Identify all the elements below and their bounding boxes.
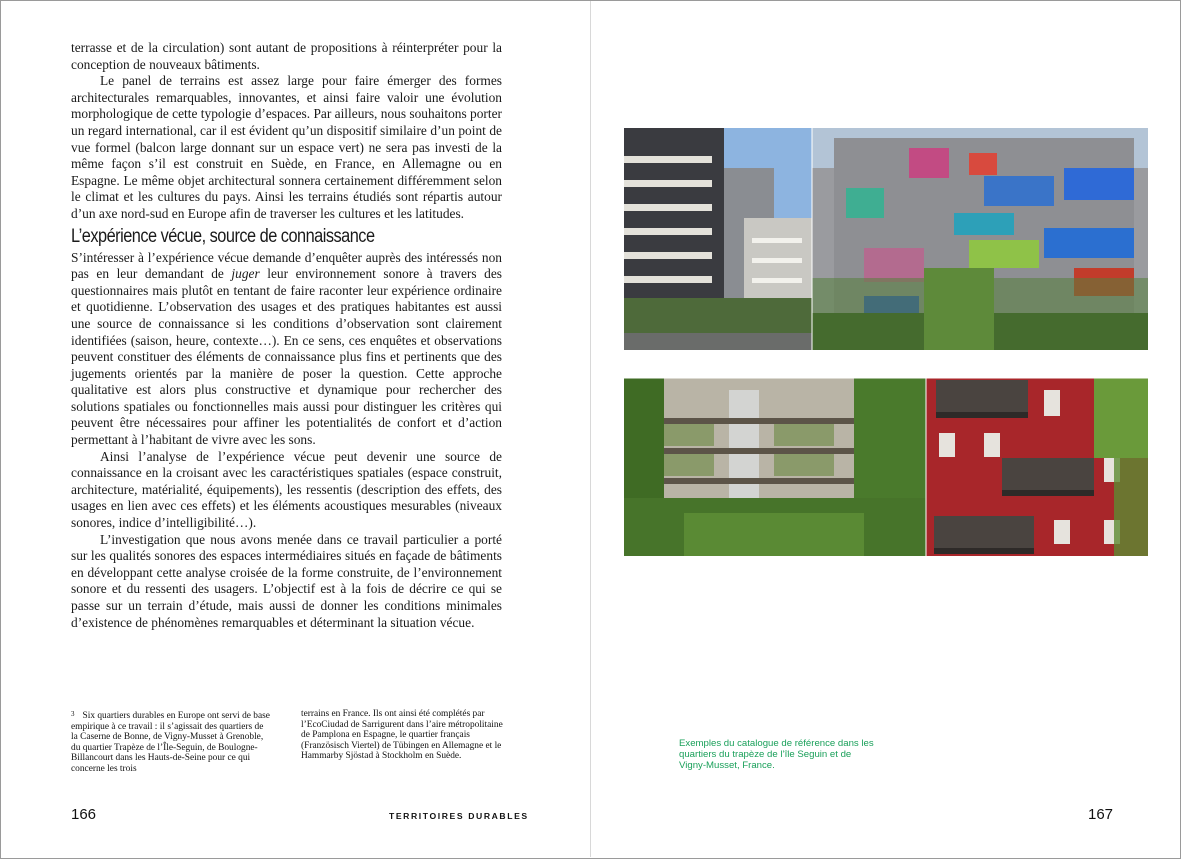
emphasis: juger (231, 266, 260, 282)
spread-gutter (590, 1, 591, 857)
footnote-column-2: terrains en France. Ils ont ainsi été complétés par l’EcoCiudad de Sarrigurent dans l’aire métropolitaine de Pamplona en Espagne, le quartier français (Französisch Viertel) de Tübingen en Allemagne et le Hammarby Sjöstad à Stockholm en Suède. (301, 709, 503, 762)
photo-colored-balconies (812, 128, 1148, 350)
paragraph: L’investigation que nous avons menée dans ce travail particulier a porté sur les qualités sonores des espaces intermédiaires situés en façade de bâtiments en développant cette analyse croisée de la forme construite, de l’environnement sonore et du ressenti des usagers. L’objectif est à la fois de décrire ce qui se passe sur un terrain d’étude, mais aussi de donner les conditions minimales d’existence de phénomènes remarquables et déterminant la situation vécue. (71, 531, 502, 630)
footnote-number: 3 (71, 710, 75, 718)
running-head: TERRITOIRES DURABLES (389, 811, 529, 821)
body-text-column (71, 40, 502, 631)
paragraph: Ainsi l’analyse de l’expérience vécue peut devenir une source de connaissance en la croisant avec les caractéristiques spatiales (espace construit, architecture, matérialité, équipements), les ressentis (description des effets, des usages en lien avec ces effets) et les éléments acoustiques mesurables (niveaux sonores, indice d’intelligibilité…). (71, 448, 502, 531)
photo-balcony-tower (624, 128, 812, 350)
paragraph-text: leur environnement sonore à travers des questionnaires mais plutôt en tentant de faire raconter leur expérience ordinaire et quotidienne. L’observation des usages et des pratiques habitantes est aussi une source de connaissance si les conditions d’observation sont clairement identifiées (saison, heure, contexte…). En ce sens, ces enquêtes et observations peuvent constituer des éléments de connaissance plus fins et pertinents que des jugements orientés par la manière de poser la question. Cette approche qualitative est alors plus constructive et dynamique pour rechercher des solutions spatiales ou fonctionnelles mais aussi pour distinguer les critères qui peuvent être nécessaires pour affiner les potentialités de confort et d’action permettant à l’habitant de vivre avec les sons. (71, 266, 502, 448)
figure-caption: Exemples du catalogue de référence dans les quartiers du trapèze de l’île Seguin et de Vigny-Musset, France. (679, 738, 874, 772)
photo-red-facade (926, 378, 1148, 556)
photo-collage (624, 128, 1148, 556)
section-heading: L’expérience vécue, source de connaissance (71, 225, 375, 247)
paragraph (71, 250, 502, 449)
footnote-column-1 (71, 709, 270, 775)
page-number-left: 166 (71, 806, 97, 823)
footnote-text: Six quartiers durables en Europe ont servi de base empirique à ce travail : il s’agissait des quartiers de la Caserne de Bonne, de Vigny-Musset à Grenoble, du quartier Trapèze de l’Île-Seguin, de Boulogne-Billancourt dans les Hauts-de-Seine pour ce qui concerne les trois (71, 711, 270, 774)
paragraph: Le panel de terrains est assez large pour faire émerger des formes architecturales remarquables, innovantes, et ainsi faire valoir une évolution morphologique de cette typologie d’espaces. Par ailleurs, nous souhaitons porter un regard international, car il est évident qu’un dispositif similaire d’un point de vue formel (balcon large donnant sur un espace vert) ne sera pas investi de la même façon s’il est construit en Suède, en France, en Allemagne ou en Espagne. Le même objet architectural sonnera certainement différemment selon le climat et les cultures du pays. Ainsi les terrains étudiés sont répartis autour d’un axe nord-sud en Europe afin de traverser les cultures et les latitudes. (71, 73, 502, 221)
photo-wooden-balconies (624, 378, 926, 556)
paragraph: terrasse et de la circulation) sont autant de propositions à réinterpréter pour la conception de nouveaux bâtiments. (71, 40, 502, 72)
page-number-right: 167 (1088, 806, 1114, 823)
paragraph-text: S’intéresser à l’expérience vécue demande d’enquêter auprès des intéressés non pas en leur demandant de (71, 249, 502, 282)
